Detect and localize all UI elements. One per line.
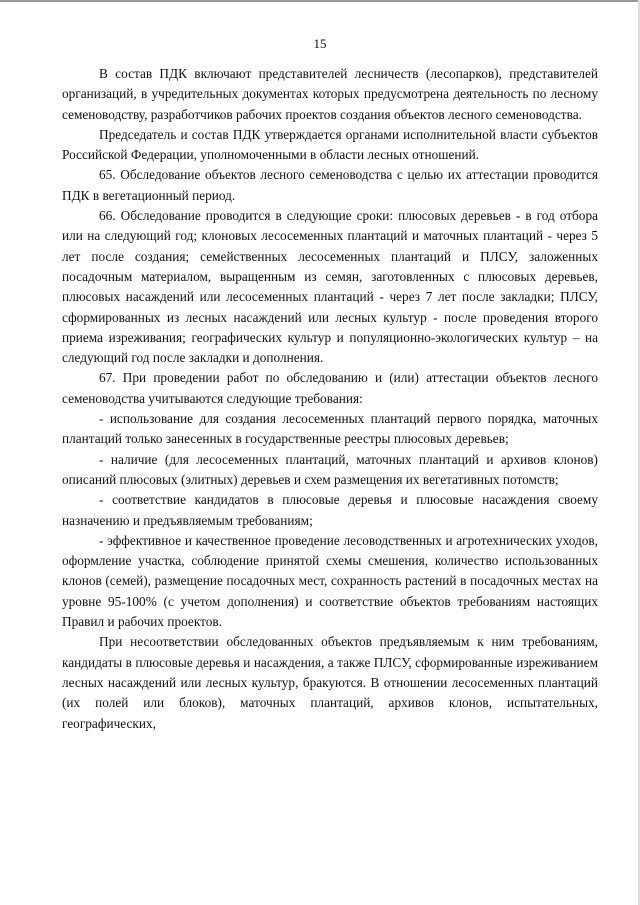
paragraph-pdk-members: В состав ПДК включают представителей лесничеств (лесопарков), представителей организаций, в учредительных документах которых предусмотрена деятельность по лесному семеноводству, разработчиков рабочих проектов создания объектов лесного семеноводства. [62,66,598,122]
requirement-item-2: - наличие (для лесосеменных плантаций, маточных плантаций и архивов клонов) описаний плюсовых (элитных) деревьев и схем размещения их вегетативных потомств; [62,451,598,487]
paragraph-65: 65. Обследование объектов лесного семеноводства с целью их аттестации проводится ПДК в вегетационный период. [62,167,598,203]
scan-top-border [0,0,640,2]
paragraph-noncompliance: При несоответствии обследованных объектов предъявляемым к ним требованиям, кандидаты в плюсовые деревья и насаждения, а также ПЛСУ, сформированные изреживанием лесных насаждений или лесных культур, бракуются. В отношении лесосеменных плантаций (их полей или блоков), маточных плантаций, архивов клонов, испытательных, географических, [62,634,598,731]
requirement-item-4: - эффективное и качественное проведение лесоводственных и агротехнических уходов, оформление участка, соблюдение принятой схемы смешения, количество использованных клонов (семей), размещение посадочных мест, сохранность растений в посадочных местах на уровне 95-100% (с учетом дополнения) и соответствие объектов требованиям настоящих Правил и рабочих проектов. [62,532,598,630]
paragraph-66: 66. Обследование проводится в следующие сроки: плюсовых деревьев - в год отбора или на следующий год; клоновых лесосеменных плантаций и маточных плантаций - через 5 лет после создания; семейственных лесосеменных плантаций и ПЛСУ, заложенных посадочным материалом, выращенным из семян, заготовленных с плюсовых деревьев, плюсовых насаждений или лесосеменных плантаций - через 7 лет после закладки; ПЛСУ, сформированных из лесных насаждений или лесных культур - после проведения второго приема изреживания; географических культур и популяционно-экологических культур – на следующий год после закладки и дополнения. [62,208,598,366]
requirement-item-1: - использование для создания лесосеменных плантаций первого порядка, маточных плантаций только занесенных в государственные реестры плюсовых деревьев; [62,411,598,447]
requirement-item-3: - соответствие кандидатов в плюсовые деревья и плюсовые насаждения своему назначению и предъявляемым требованиям; [62,492,598,528]
document-body [62,64,598,734]
paragraph-pdk-chair: Председатель и состав ПДК утверждается органами исполнительной власти субъектов Российской Федерации, уполномоченными в области лесных отношений. [62,126,598,163]
page-number: 15 [313,36,327,51]
paragraph-67: 67. При проведении работ по обследованию и (или) аттестации объектов лесного семеноводства учитываются следующие требования: [62,370,598,406]
